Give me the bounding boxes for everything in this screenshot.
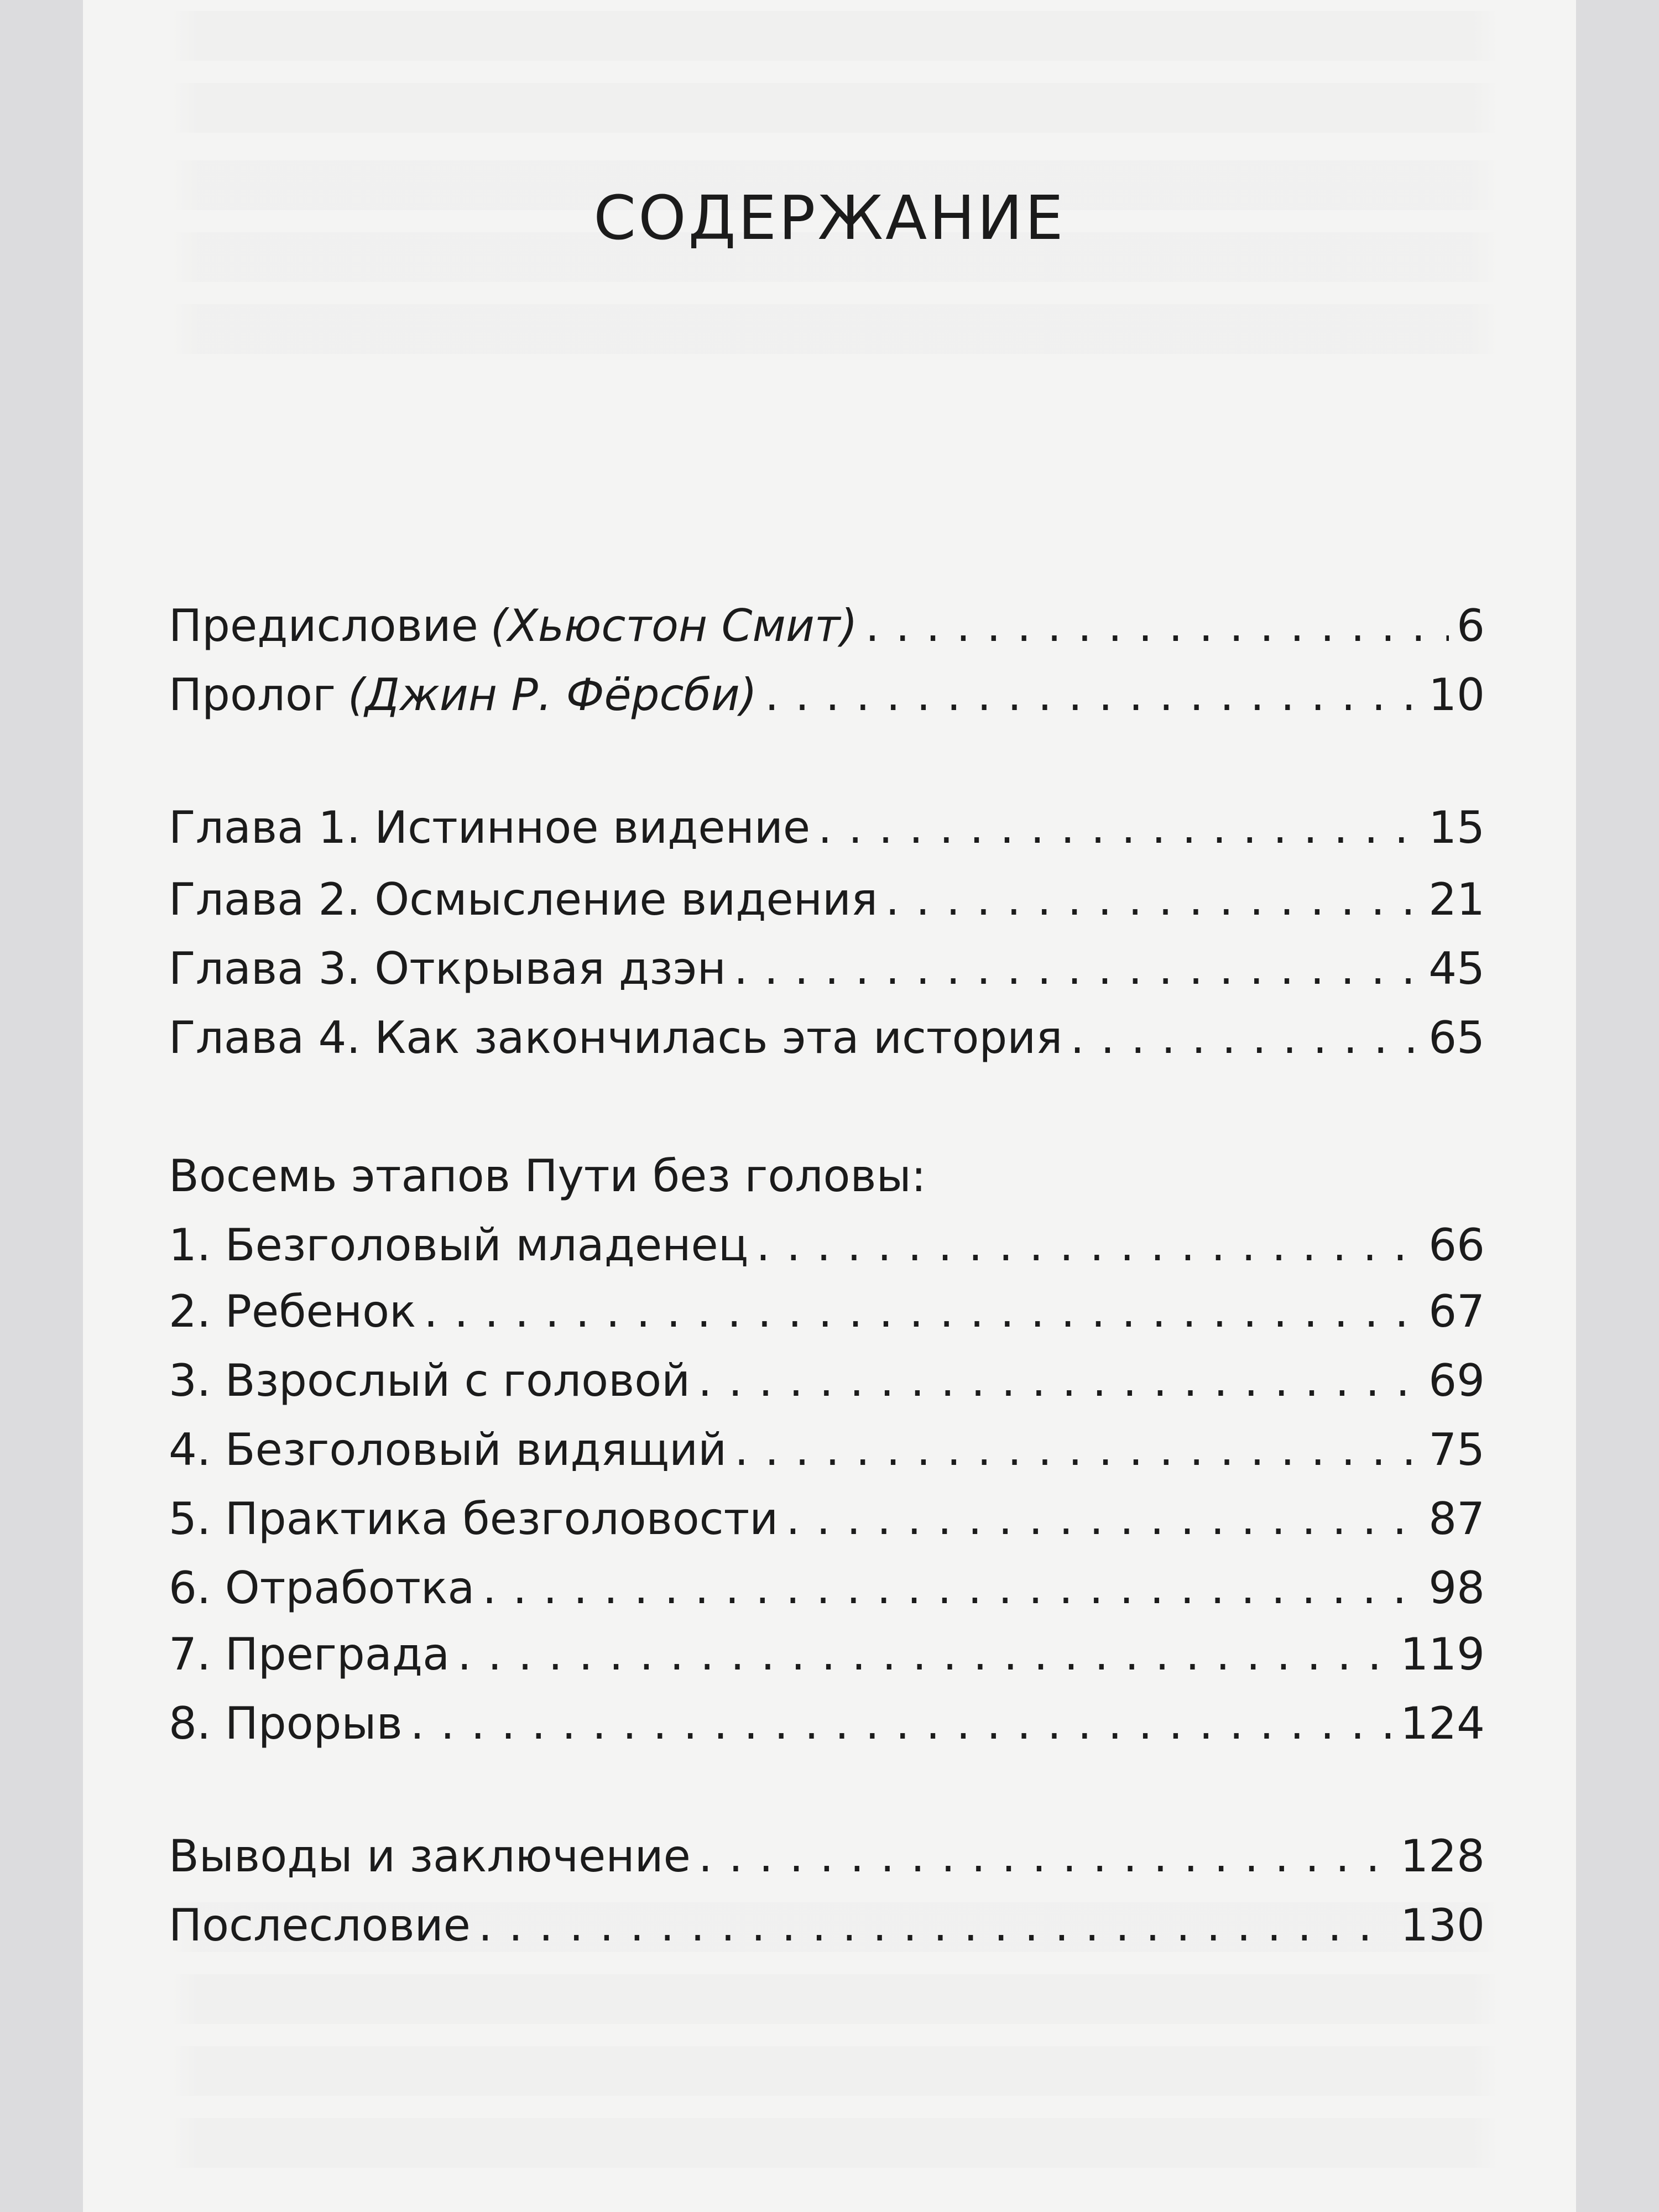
toc-entry-chapter-4 [169, 1012, 1485, 1063]
toc-entry-conclusions [169, 1830, 1485, 1882]
toc-entry-title: 3. Взрослый с головой [169, 1355, 691, 1406]
toc-entry-stage-7 [169, 1629, 1485, 1680]
dot-leader [756, 1219, 1421, 1271]
toc-entry-author: (Джин Р. Фёрсби) [348, 669, 757, 721]
dot-leader [786, 1493, 1421, 1545]
toc-page-number: 124 [1400, 1698, 1485, 1749]
toc-entry-title: 7. Преграда [169, 1629, 450, 1680]
dot-leader [424, 1286, 1421, 1337]
toc-page-number: 119 [1400, 1629, 1485, 1680]
toc-entry-foreword [169, 600, 1485, 651]
page-edge-left [0, 0, 83, 2212]
toc-page-number: 21 [1428, 874, 1485, 925]
toc-entry-stage-3 [169, 1355, 1485, 1406]
toc-entry-title: 6. Отработка [169, 1562, 475, 1614]
toc-entry-title: Послесловие [169, 1900, 471, 1951]
dot-leader [482, 1562, 1421, 1614]
toc-page-number: 87 [1428, 1493, 1485, 1545]
toc-entry-title: Глава 1. Истинное видение [169, 802, 811, 853]
toc-entry-title: Глава 4. Как закончилась эта история [169, 1012, 1063, 1063]
toc-page-number: 130 [1400, 1900, 1485, 1951]
toc-entry-title: Глава 2. Осмысление видения [169, 874, 878, 925]
toc-entry-title: 8. Прорыв [169, 1698, 403, 1749]
toc-entry-stage-8 [169, 1698, 1485, 1749]
dot-leader [734, 943, 1421, 994]
toc-page-number: 6 [1457, 600, 1485, 651]
toc-entry-title: Выводы и заключение [169, 1830, 691, 1882]
page-edge-right [1576, 0, 1659, 2212]
toc-page-number: 67 [1428, 1286, 1485, 1337]
dot-leader [698, 1355, 1421, 1406]
toc-entry-title: Пролог [169, 669, 336, 721]
toc-entry-stage-2 [169, 1286, 1485, 1337]
toc-page-number: 98 [1428, 1562, 1485, 1614]
toc-page-number: 45 [1428, 943, 1485, 994]
toc-entry-chapter-3 [169, 943, 1485, 994]
toc-entry-prologue [169, 669, 1485, 721]
toc-page-number: 128 [1400, 1830, 1485, 1882]
toc-entry-chapter-2 [169, 874, 1485, 925]
dot-leader [765, 669, 1421, 721]
toc-entry-afterword [169, 1900, 1485, 1951]
toc-entry-title: 2. Ребенок [169, 1286, 416, 1337]
toc-page-number: 65 [1428, 1012, 1485, 1063]
page-title: СОДЕРЖАНИЕ [593, 182, 1066, 253]
dot-leader [1070, 1012, 1421, 1063]
toc-page-number: 66 [1428, 1219, 1485, 1271]
toc-page-number: 10 [1428, 669, 1485, 721]
toc-entry-stage-1 [169, 1219, 1485, 1271]
dot-leader [457, 1629, 1392, 1680]
dot-leader [885, 874, 1421, 925]
dot-leader [410, 1698, 1393, 1749]
dot-leader [478, 1900, 1392, 1951]
toc-entry-stage-4 [169, 1424, 1485, 1475]
toc-page-number: 75 [1428, 1424, 1485, 1475]
dot-leader [698, 1830, 1392, 1882]
stages-heading: Восемь этапов Пути без головы: [169, 1150, 926, 1202]
toc-entry-stage-6 [169, 1562, 1485, 1614]
toc-page-number: 15 [1428, 802, 1485, 853]
toc-entry-title: Предисловие [169, 600, 478, 651]
toc-entry-title: 1. Безголовый младенец [169, 1219, 749, 1271]
toc-entry-title: 4. Безголовый видящий [169, 1424, 727, 1475]
toc-entry-title: Глава 3. Открывая дзэн [169, 943, 726, 994]
toc-entry-stage-5 [169, 1493, 1485, 1545]
toc-page-number: 69 [1428, 1355, 1485, 1406]
toc-entry-chapter-1 [169, 802, 1485, 853]
toc-entry-author: (Хьюстон Смит) [490, 600, 858, 651]
toc-entry-title: 5. Практика безголовости [169, 1493, 779, 1545]
dot-leader [865, 600, 1449, 651]
dot-leader [734, 1424, 1421, 1475]
dot-leader [818, 802, 1421, 853]
